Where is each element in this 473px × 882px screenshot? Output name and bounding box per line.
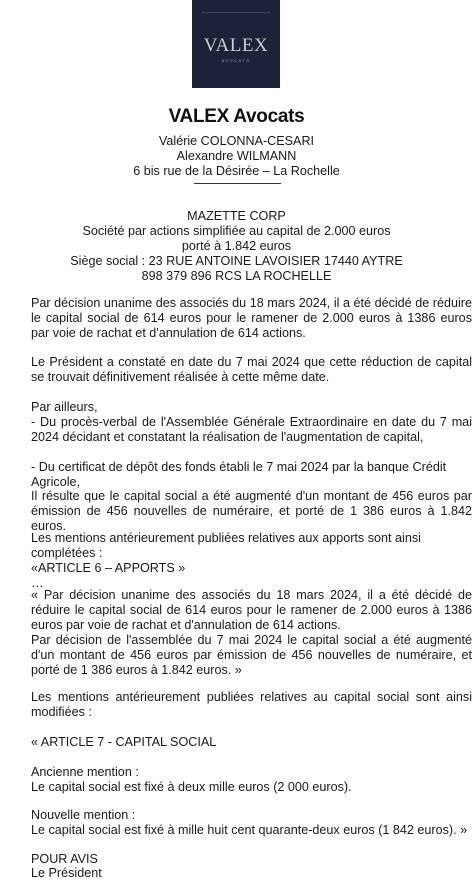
paragraph-text: Le Président a constaté en date du 7 mai 2024 que cette réduction de capital se trouvait définitivement réalisée à cette même date. xyxy=(31,355,472,384)
paragraph-text: « Par décision unanime des associés du 18 mars 2024, il a été décidé de réduire le capital social de 614 euros pour le ramener de 2.000 euros à 1386 euros par voie de rachat et d'annulation de 614 actions. xyxy=(31,588,472,632)
company-rcs: 898 379 896 RCS LA ROCHELLE xyxy=(141,269,332,283)
valex-logo xyxy=(192,0,280,88)
logo-divider xyxy=(202,12,270,13)
article-6-paragraph-2 xyxy=(0,633,472,678)
paragraph-text: - Du procès-verbal de l'Assemblée Générale Extraordinaire en date du 7 mai 2024 décidant et constatant la réalisation de l'augmentation de capital, xyxy=(31,415,472,444)
new-mention-label: Nouvelle mention : xyxy=(31,808,136,822)
article-7-title: « ARTICLE 7 - CAPITAL SOCIAL xyxy=(31,735,217,749)
old-mention-label: Ancienne mention : xyxy=(31,765,139,779)
new-mention-text: Le capital social est fixé à mille huit cent quarante-deux euros (1 842 euros). » xyxy=(31,823,468,837)
paragraph-text: Il résulte que le capital social a été augmenté d'un montant de 456 euros par émission de 456 nouvelles de numéraire, et porté de 1 386 euros à 1.842 euros. xyxy=(31,489,472,533)
article-6-paragraph-1 xyxy=(0,588,472,633)
paragraph-text: Par décision de l'assemblée du 7 mai 2024 le capital social a été augmenté d'un montant de 456 euros par émission de 456 nouvelles de numéraire, et porté de 1 386 euros à 1.842 euros. » xyxy=(31,633,472,677)
paragraph-text: Les mentions antérieurement publiées relatives au capital social sont ainsi modifiées : xyxy=(31,690,472,719)
ellipsis: … xyxy=(31,576,44,590)
closing-signatory: Le Président xyxy=(31,866,102,880)
company-type: Société par actions simplifiée au capital de 2.000 euros xyxy=(82,224,391,238)
company-capital: porté à 1.842 euros xyxy=(181,239,292,253)
paragraph-president xyxy=(0,355,472,385)
logo-subtext: AVOCATS xyxy=(221,58,251,63)
paragraph-result xyxy=(0,489,472,534)
company-seat: Siège social : 23 RUE ANTOINE LAVOISIER 17440 AYTRE xyxy=(70,254,403,268)
old-mention-text: Le capital social est fixé à deux mille euros (2 000 euros). xyxy=(31,780,352,794)
paragraph-text: Par décision unanime des associés du 18 mars 2024, il a été décidé de réduire le capital social de 614 euros pour le ramener de 2.000 euros à 1386 euros par voie de rachat et d'annulation de 614 actions. xyxy=(31,296,472,340)
header-divider xyxy=(194,183,281,184)
firm-address: 6 bis rue de la Désirée – La Rochelle xyxy=(133,164,340,178)
paragraph-ailleurs: Par ailleurs, xyxy=(31,400,98,414)
firm-name: VALEX Avocats xyxy=(168,106,305,127)
paragraph-certificat: - Du certificat de dépôt des fonds établi le 7 mai 2024 par la banque Crédit Agricole, xyxy=(31,460,447,489)
lawyer-name-2: Alexandre WILMANN xyxy=(176,149,297,163)
company-name: MAZETTE CORP xyxy=(187,209,286,223)
closing-pour-avis: POUR AVIS xyxy=(31,852,98,866)
paragraph-mentions-apports: Les mentions antérieurement publiées relatives aux apports sont ainsi complétées : xyxy=(31,531,421,560)
logo-text: VALEX xyxy=(203,35,269,56)
paragraph-mentions-capital xyxy=(0,690,472,720)
paragraph-pv xyxy=(0,415,472,445)
paragraph-reduction xyxy=(0,296,472,341)
lawyer-name-1: Valérie COLONNA-CESARI xyxy=(158,134,315,148)
article-6-title: «ARTICLE 6 – APPORTS » xyxy=(31,561,186,575)
